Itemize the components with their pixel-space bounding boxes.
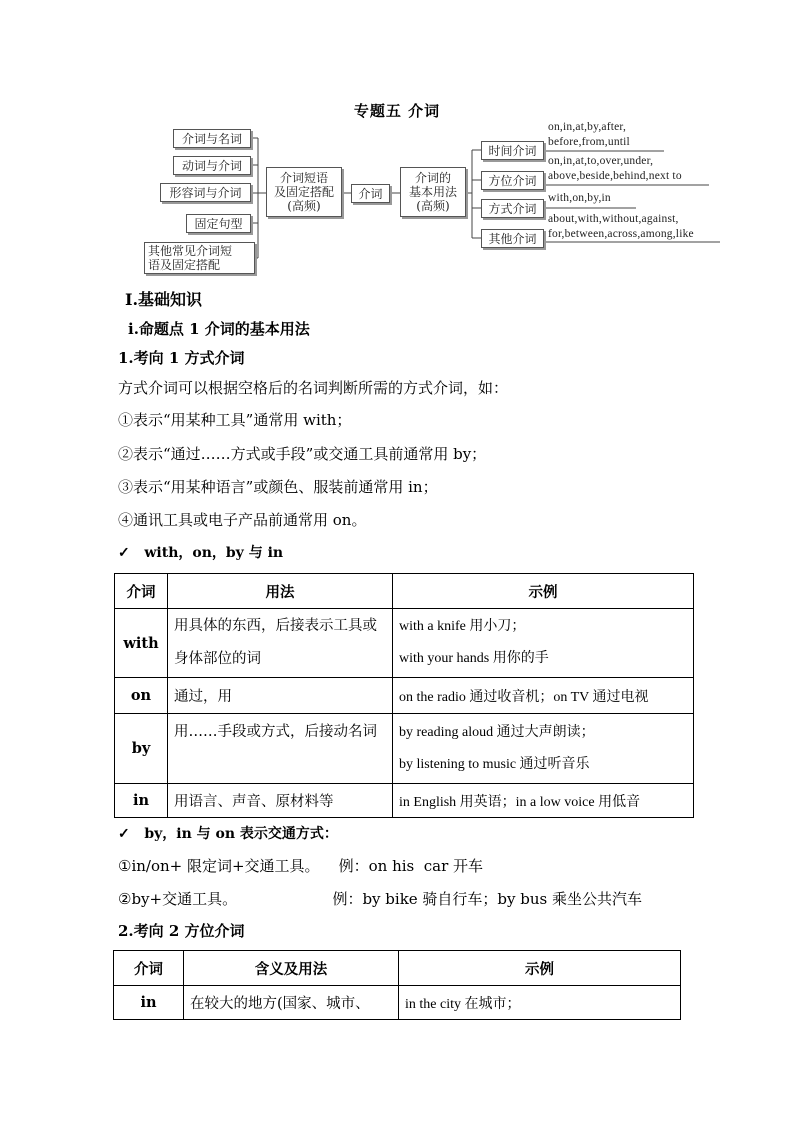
mindmap-other-text-2: for,between,across,among,like: [548, 228, 694, 240]
transport-line-1: ①in/on+ 限定词+交通工具。 例：on his car 开车: [118, 857, 484, 875]
mindmap-time-text-1: on,in,at,by,after,: [548, 121, 627, 133]
table2-header-prep: 介词: [114, 951, 184, 986]
check-line-1-text: with，on，by 与 in: [144, 545, 284, 561]
mindmap-manner-text: with,on,by,in: [548, 192, 611, 204]
table2-header-example: 示例: [399, 951, 681, 986]
mindmap-left-item-5: 其他常见介词短 语及固定搭配: [144, 242, 255, 274]
table-row: [115, 678, 694, 714]
mindmap-other-text-1: about,with,without,against,: [548, 213, 679, 225]
table1-example-line: with a knife 用小刀；: [399, 619, 526, 634]
table2-prep-cell: in: [114, 986, 184, 1020]
section-heading-basics: Ⅰ.基础知识: [125, 290, 203, 309]
kx1-title: 1.考向 1 方式介词: [118, 349, 245, 367]
mindmap-phrase-box: 介词短语 及固定搭配 (高频): [266, 167, 342, 217]
table1-example-cell: [393, 609, 694, 678]
table2-header-usage: 含义及用法: [184, 951, 399, 986]
section-heading-point1: ⅰ.命题点 1 介词的基本用法: [128, 320, 310, 338]
table1-prep-cell: by: [115, 714, 168, 784]
kx1-item-1: ①表示“用某种工具”通常用 with；: [118, 411, 352, 429]
prep-table-1: [114, 573, 694, 818]
table1-header-usage: 用法: [168, 574, 393, 609]
transport-line-2: ②by+交通工具。 例：by bike 骑自行车；by bus 乘坐公共汽车: [118, 890, 643, 908]
kx1-item-4: ④通讯工具或电子产品前通常用 on。: [118, 511, 367, 529]
mindmap-center-box: 介词: [351, 184, 390, 203]
table1-example-line: with your hands 用你的手: [399, 651, 549, 666]
kx1-item-3: ③表示“用某种语言”或颜色、服装前通常用 in；: [118, 478, 438, 496]
table1-usage-cell: 通过，用: [168, 678, 393, 714]
check-line-1: [118, 542, 283, 562]
table1-prep-cell: on: [115, 678, 168, 714]
mindmap-place-text-2: above,beside,behind,next to: [548, 170, 682, 182]
page-title: 专题五 介词: [353, 102, 441, 120]
table1-prep-cell: in: [115, 784, 168, 818]
kx1-intro: 方式介词可以根据空格后的名词判断所需的方式介词，如：: [118, 379, 509, 397]
table1-header-prep: 介词: [115, 574, 168, 609]
table2-example-cell: in the city 在城市；: [399, 986, 681, 1020]
table2-usage-cell: 在较大的地方(国家、城市、: [184, 986, 399, 1020]
kx2-title: 2.考向 2 方位介词: [118, 922, 245, 940]
mindmap-right-item-place: 方位介词: [481, 171, 544, 190]
mindmap-left-item-4: 固定句型: [186, 214, 251, 233]
table1-example-cell: [393, 714, 694, 784]
mind-map-connectors: [0, 0, 794, 290]
mindmap-time-text-2: before,from,until: [548, 136, 630, 148]
table-row: [115, 609, 694, 678]
check-icon: ✓: [118, 545, 130, 561]
table-row: [114, 986, 681, 1020]
mindmap-right-item-manner: 方式介词: [481, 199, 544, 218]
mindmap-left-item-2: 动词与介词: [173, 156, 251, 175]
kx1-item-2: ②表示“通过……方式或手段”或交通工具前通常用 by；: [118, 445, 487, 463]
check-line-2-text: by，in 与 on 表示交通方式：: [144, 826, 338, 842]
table1-example-cell: in English 用英语；in a low voice 用低音: [393, 784, 694, 818]
table1-usage-cell: 用具体的东西，后接表示工具或身体部位的词: [168, 609, 393, 678]
mindmap-right-item-other: 其他介词: [481, 229, 544, 248]
table1-prep-cell: with: [115, 609, 168, 678]
table1-example-line: by reading aloud 通过大声朗读；: [399, 724, 595, 740]
mindmap-place-text-1: on,in,at,to,over,under,: [548, 155, 654, 167]
table-row: [115, 714, 694, 784]
table-row: [115, 784, 694, 818]
table1-usage-cell: 用语言、声音、原材料等: [168, 784, 393, 818]
prep-table-2: [113, 950, 681, 1020]
mind-map: [0, 0, 794, 290]
check-line-2: [118, 823, 338, 843]
check-icon: ✓: [118, 826, 130, 842]
mindmap-right-item-time: 时间介词: [481, 141, 544, 160]
table1-usage-cell: 用……手段或方式，后接动名词: [168, 714, 393, 784]
mindmap-left-item-1: 介词与名词: [173, 129, 251, 148]
mindmap-left-item-3: 形容词与介词: [160, 183, 251, 202]
table1-example-line: by listening to music 通过听音乐: [399, 756, 590, 772]
table1-example-cell: on the radio 通过收音机；on TV 通过电视: [393, 678, 694, 714]
table1-header-example: 示例: [393, 574, 694, 609]
mindmap-basic-usage-box: 介词的 基本用法 (高频): [400, 167, 466, 217]
